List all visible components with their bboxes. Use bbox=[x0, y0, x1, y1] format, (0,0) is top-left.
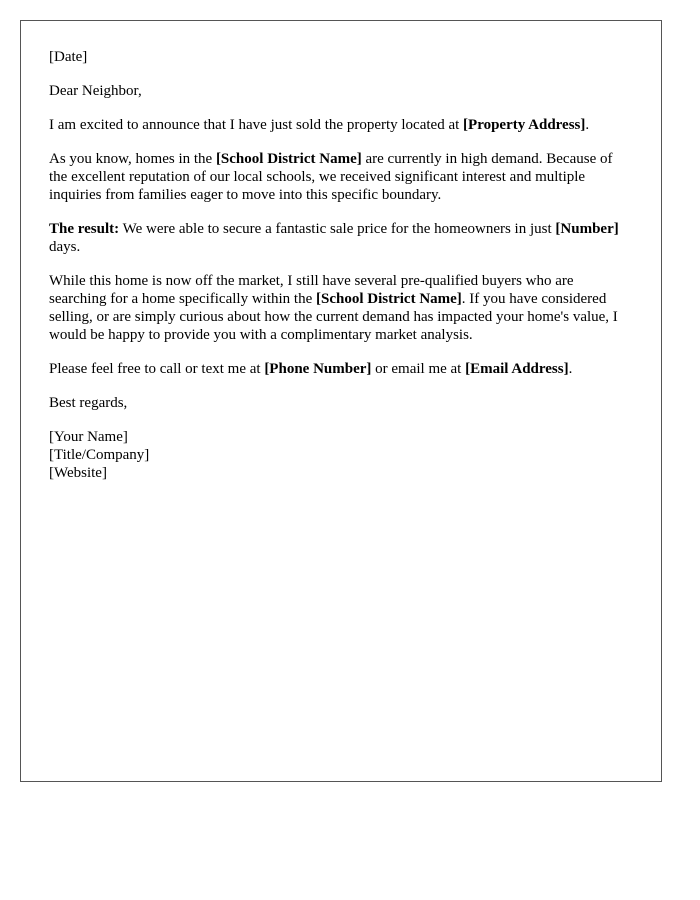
school-district-placeholder: [School District Name] bbox=[316, 291, 462, 307]
phone-placeholder: [Phone Number] bbox=[264, 361, 372, 377]
paragraph-demand bbox=[49, 150, 632, 204]
property-address-placeholder: [Property Address] bbox=[463, 117, 586, 133]
paragraph-contact bbox=[49, 360, 632, 378]
number-placeholder: [Number] bbox=[555, 221, 619, 237]
text: days. bbox=[49, 239, 81, 255]
text: or email me at bbox=[371, 361, 466, 377]
text: . bbox=[568, 361, 573, 377]
result-label: The result: bbox=[49, 221, 120, 237]
signature-title: [Title/Company] bbox=[49, 447, 150, 463]
school-district-placeholder: [School District Name] bbox=[215, 151, 362, 167]
paragraph-buyers bbox=[49, 272, 632, 344]
text: . If you have considered selling, or are simply curious about how the current demand has impacted your home's value, I would be happy to provide you with a complimentary market analysis. bbox=[49, 291, 618, 343]
text: Please feel free to call or text me at bbox=[49, 361, 265, 377]
text: As you know, homes in the bbox=[49, 151, 216, 167]
text: are currently in high demand. Because of the excellent reputation of our local schools, we received significant interest and multiple inquiries from families eager to move into this specific boundary. bbox=[49, 151, 613, 203]
paragraph-announcement bbox=[49, 116, 632, 134]
email-placeholder: [Email Address] bbox=[465, 361, 569, 377]
signature-name: [Your Name] bbox=[49, 429, 128, 445]
closing: Best regards, bbox=[49, 395, 128, 411]
date: [Date] bbox=[49, 49, 88, 65]
text: While this home is now off the market, I still have several pre-qualified buyers who are searching for a home specifically within the bbox=[49, 273, 574, 307]
text: I am excited to announce that I have just sold the property located at bbox=[49, 117, 464, 133]
text: We were able to secure a fantastic sale price for the homeowners in just bbox=[119, 221, 556, 237]
signature-website: [Website] bbox=[49, 465, 107, 481]
text: . bbox=[585, 117, 590, 133]
letter-page bbox=[20, 20, 662, 782]
salutation: Dear Neighbor, bbox=[49, 83, 142, 99]
paragraph-result bbox=[49, 220, 632, 256]
